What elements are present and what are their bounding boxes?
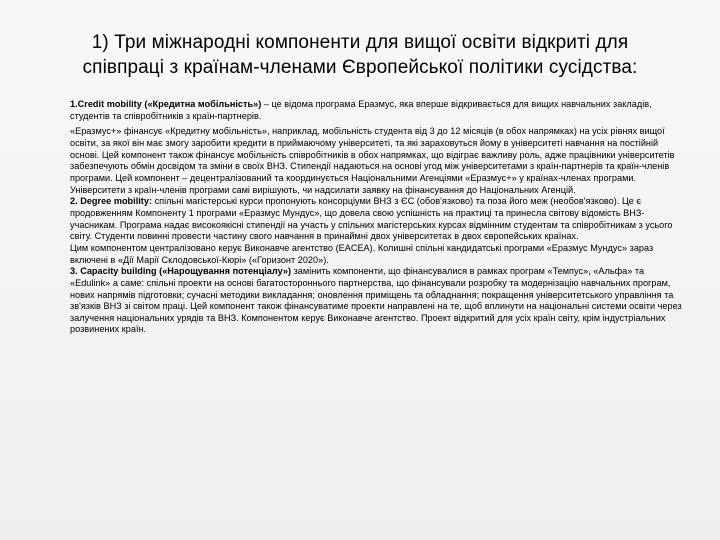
section-2-heading: 2. Degree mobility: bbox=[70, 196, 153, 207]
section-2-text: спільні магістерські курси пропонують консорціуми ВНЗ з ЄС (обов'язково) та поза його меж (необов'язково). Це є продовженням Компоненту 1 програми «Еразмус Мундус», що довела свою успішність на практиці та принесла світову відомість ВНЗ-учасникам. Програма надає високоякісні стипендії на участь у спільних магістерських курсах відмінним студентам та співробітникам з усього світу. Студенти повинні провести частину свого навчання в принаймні двох університетах в двох європейських країнах. bbox=[70, 196, 673, 242]
section-3 bbox=[70, 266, 684, 336]
slide-title bbox=[26, 30, 694, 80]
section-1-intro bbox=[70, 99, 684, 122]
title-line-1: 1) Три міжнародні компоненти для вищої освіти відкриті для bbox=[91, 32, 629, 53]
section-2 bbox=[70, 196, 684, 243]
section-1-details: «Еразмус+» фінансує «Кредитну мобільність», наприклад, мобільність студента від 3 до 12 місяців (в обох напрямках) на усіх рівнях вищої освіти, за якої він має змогу заробити кредити в приймаючому університеті, та які зараховуться йому в університеті навчання на постійній основі. Цей компонент також фінансує мобільність співробітників в обох напрямках, що відіграє важливу роль, адже працівники університетів забезпечують обмін досвідом та зміни в своїх ВНЗ. Стипендії надаються на основі угод між університетами з країн-партнерів та країн-членів програми. Цей компонент – децентралізований та координується Національними Агенціями «Еразмус+» у країнах-членах програми. Університети з країн-членів програми самі вирішують, чи надсилати заявку на фінансування до Національних Агенцій. bbox=[70, 126, 675, 195]
section-2-note: Цим компонентом централізовано керує Виконавче агентство (EACEA). Колишні спільні кандидатські програми «Еразмус Мундус» зараз включені в «Дії Марії Склодовської-Кюрі» («Горизонт 2020»). bbox=[70, 242, 654, 265]
slide-body bbox=[70, 99, 684, 336]
section-1-heading: 1.Credit mobility («Кредитна мобільність») bbox=[70, 99, 262, 109]
title-line-2: співпраці з країнам-членами Європейської політики сусідства: bbox=[82, 57, 638, 78]
section-3-text: замінить компоненти, що фінансувалися в рамках програм «Темпус», «Альфа» та «Edulink» а саме: спільні проекти на основі багатостороннього партнерства, що фінансували розробку та модернізацію навчальних програм, нових напрямів підготовки; сучасні методики викладання; оновлення приміщень та обладнання; покращення університетського управління та зв'язків ВНЗ зі світом праці. Цей компонент також фінансуватиме проекти направлені на те, щоб вплинути на національні системи освіти через залучення національних урядів та ВНЗ. Компонентом керує Виконавче агентство. Проект відкритий для усіх країн світу, крім індустріальних розвинених країн. bbox=[70, 266, 682, 335]
section-3-heading: 3. Capacity building («Нарощування потенціалу») bbox=[70, 266, 292, 277]
section-1-intro-text: – це відома програма Еразмус, яка вперше відкривається для вищих навчальних закладів, студентів та співробітників з країн-партнерів. bbox=[70, 99, 652, 121]
